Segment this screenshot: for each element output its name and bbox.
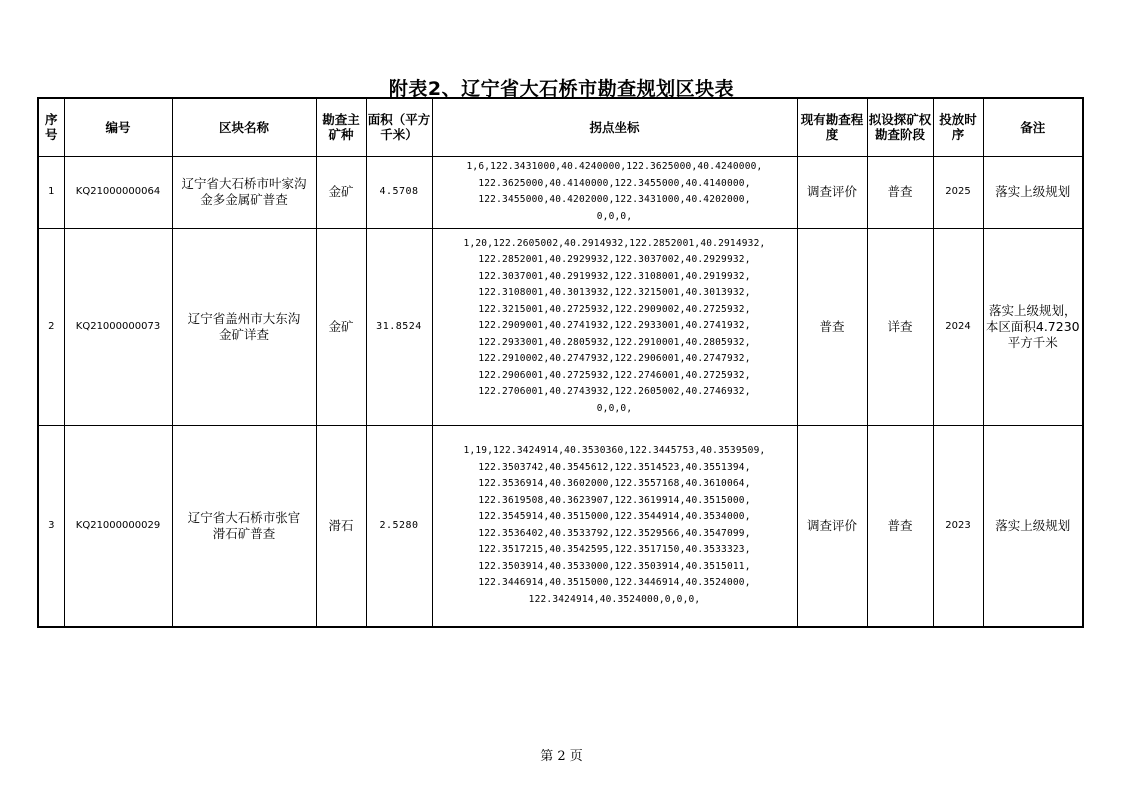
row-order: 2025 xyxy=(933,156,983,228)
row-order: 2023 xyxy=(933,425,983,627)
coord-line: 1,6,122.3431000,40.4240000,122.3625000,40.4240000, xyxy=(466,161,763,172)
row-mineral: 金矿 xyxy=(316,156,366,228)
row-coords xyxy=(432,228,797,425)
coord-line: 122.3037001,40.2919932,122.3108001,40.2919932, xyxy=(478,270,751,282)
row-order: 2024 xyxy=(933,228,983,425)
row-seq: 2 xyxy=(38,228,64,425)
coord-line: 122.2706001,40.2743932,122.2605002,40.2746932, xyxy=(478,386,751,398)
coord-line: 122.3424914,40.3524000,0,0,0, xyxy=(528,593,701,605)
coord-line: 122.3108001,40.3013932,122.3215001,40.3013932, xyxy=(478,287,751,299)
coord-line: 122.2933001,40.2805932,122.2910001,40.2805932, xyxy=(478,336,751,348)
coord-line: 122.3545914,40.3515000,122.3544914,40.3534000, xyxy=(478,511,751,523)
header-area: 面积（平方千米） xyxy=(366,98,432,156)
header-mineral: 勘查主矿种 xyxy=(316,98,366,156)
header-code: 编号 xyxy=(64,98,172,156)
coord-line: 122.3619508,40.3623907,122.3619914,40.3515000, xyxy=(478,494,751,506)
coord-line: 122.3536914,40.3602000,122.3557168,40.3610064, xyxy=(478,478,751,490)
row-code: KQ21000000064 xyxy=(64,156,172,228)
row-stage: 详查 xyxy=(867,228,933,425)
row-code: KQ21000000029 xyxy=(64,425,172,627)
header-row xyxy=(38,98,1083,156)
row-coords xyxy=(432,425,797,627)
row-seq: 1 xyxy=(38,156,64,228)
coord-line: 122.3536402,40.3533792,122.3529566,40.3547099, xyxy=(478,527,751,539)
coord-line: 122.3503914,40.3533000,122.3503914,40.3515011, xyxy=(478,560,751,572)
header-degree: 现有勘查程度 xyxy=(797,98,867,156)
row-name: 辽宁省大石桥市张官滑石矿普查 xyxy=(172,425,316,627)
header-seq: 序号 xyxy=(38,98,64,156)
coord-line: 122.3503742,40.3545612,122.3514523,40.3551394, xyxy=(478,461,751,473)
row-area: 4.5708 xyxy=(366,156,432,228)
row-stage: 普查 xyxy=(867,425,933,627)
row-area: 2.5280 xyxy=(366,425,432,627)
row-area: 31.8524 xyxy=(366,228,432,425)
row-name: 辽宁省盖州市大东沟金矿详查 xyxy=(172,228,316,425)
coord-line: 0,0,0, xyxy=(596,402,633,414)
row-degree: 调查评价 xyxy=(797,156,867,228)
coord-line: 0,0,0, xyxy=(596,210,633,222)
row-remark: 落实上级规划 xyxy=(983,156,1083,228)
header-name: 区块名称 xyxy=(172,98,316,156)
coord-line: 122.3455000,40.4202000,122.3431000,40.4202000, xyxy=(478,194,751,205)
coord-line: 1,20,122.2605002,40.2914932,122.2852001,40.2914932, xyxy=(463,237,766,249)
row-degree: 普查 xyxy=(797,228,867,425)
coord-line: 122.2909001,40.2741932,122.2933001,40.2741932, xyxy=(478,320,751,332)
page-number: 第 2 页 xyxy=(540,749,583,764)
table-row xyxy=(38,156,1083,228)
coord-line: 122.2852001,40.2929932,122.3037002,40.2929932, xyxy=(478,254,751,266)
coord-line: 122.3517215,40.3542595,122.3517150,40.3533323, xyxy=(478,544,751,556)
coord-line: 122.3215001,40.2725932,122.2909002,40.2725932, xyxy=(478,303,751,315)
coord-line: 122.2910002,40.2747932,122.2906001,40.2747932, xyxy=(478,353,751,365)
coord-line: 1,19,122.3424914,40.3530360,122.3445753,40.3539509, xyxy=(463,445,766,457)
row-remark: 落实上级规划，本区面积4.7230平方千米 xyxy=(983,228,1083,425)
coord-line: 122.3446914,40.3515000,122.3446914,40.3524000, xyxy=(478,577,751,589)
row-code: KQ21000000073 xyxy=(64,228,172,425)
row-coords xyxy=(432,156,797,228)
table-row xyxy=(38,228,1083,425)
row-mineral: 滑石 xyxy=(316,425,366,627)
table-row xyxy=(38,425,1083,627)
header-order: 投放时序 xyxy=(933,98,983,156)
row-name: 辽宁省大石桥市叶家沟金多金属矿普查 xyxy=(172,156,316,228)
row-degree: 调查评价 xyxy=(797,425,867,627)
row-mineral: 金矿 xyxy=(316,228,366,425)
coord-line: 122.3625000,40.4140000,122.3455000,40.4140000, xyxy=(478,177,751,189)
row-seq: 3 xyxy=(38,425,64,627)
header-remark: 备注 xyxy=(983,98,1083,156)
header-stage: 拟设探矿权勘查阶段 xyxy=(867,98,933,156)
coord-line: 122.2906001,40.2725932,122.2746001,40.2725932, xyxy=(478,369,751,381)
row-remark: 落实上级规划 xyxy=(983,425,1083,627)
header-coords: 拐点坐标 xyxy=(432,98,797,156)
block-table xyxy=(37,97,1084,628)
row-stage: 普查 xyxy=(867,156,933,228)
page-title: 附表2、辽宁省大石桥市勘查规划区块表 xyxy=(388,78,735,100)
